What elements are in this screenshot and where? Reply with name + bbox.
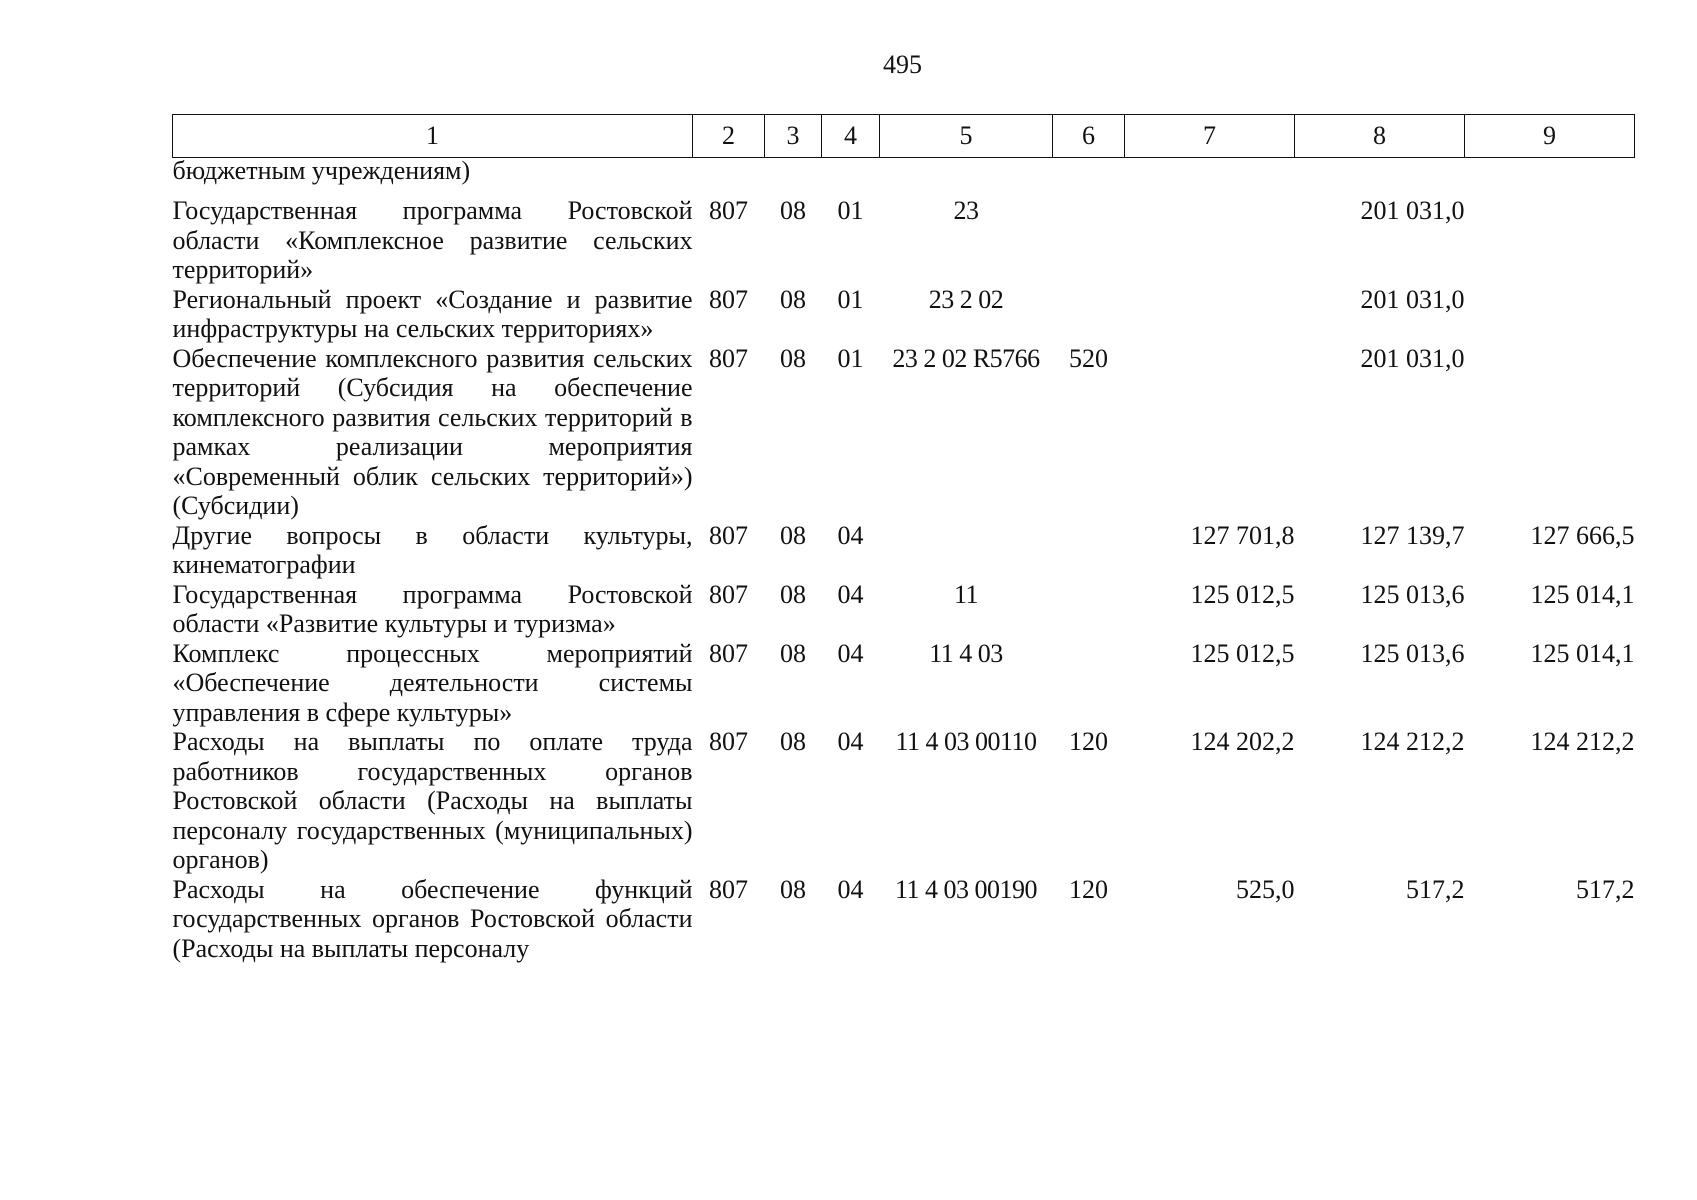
row-description: Расходы на выплаты по оплате труда работников государственных органов Ростовской области (Расходы на выплаты персоналу государственных (муниципальных) органов)	[172, 727, 693, 874]
column-header: 7	[1125, 115, 1295, 158]
table-row	[173, 344, 1635, 521]
cell-code-4: 01	[837, 284, 864, 314]
cell-code-2: 807	[709, 579, 748, 609]
table-row	[173, 727, 1635, 875]
cell-code-4: 04	[837, 579, 864, 609]
cell-amount-8: 127 139,7	[1360, 520, 1465, 550]
cell-code-4: 04	[837, 874, 864, 904]
cell-code-6	[1053, 196, 1125, 285]
cell-amount-8: 125 013,6	[1360, 638, 1465, 668]
row-description: Государственная программа Ростовской области «Развитие культуры и туризма»	[172, 579, 693, 638]
cell-code-6: 120	[1069, 727, 1108, 756]
cell-code-2: 807	[709, 284, 748, 314]
row-description: Государственная программа Ростовской области «Комплексное развитие сельских территорий»	[172, 196, 693, 284]
cell-code-4: 01	[837, 196, 864, 225]
cell-code-6	[1053, 521, 1125, 580]
table-body	[173, 158, 1635, 964]
cell-amount-9: 124 212,2	[1530, 727, 1635, 756]
table-row	[173, 521, 1635, 580]
column-header: 4	[822, 115, 880, 158]
column-header: 2	[693, 115, 765, 158]
cell-code-3: 08	[780, 874, 806, 904]
column-header: 5	[880, 115, 1053, 158]
cell-code-6: 520	[1069, 343, 1108, 373]
row-description: Комплекс процессных мероприятий «Обеспечение деятельности системы управления в сфере культуры»	[172, 638, 693, 727]
cell-code-6	[1053, 580, 1125, 639]
row-description: Региональный проект «Создание и развитие инфраструктуры на сельских территориях»	[172, 284, 693, 343]
cell-amount-8: 201 031,0	[1360, 284, 1465, 314]
column-header: 1	[173, 115, 693, 158]
cell-code-2: 807	[709, 343, 748, 373]
cell-code-3: 08	[780, 520, 806, 550]
column-header: 9	[1465, 115, 1635, 158]
cell-code-4: 04	[837, 638, 864, 668]
cell-code-2: 807	[709, 196, 748, 225]
cell-amount-8: 125 013,6	[1360, 579, 1465, 609]
cell-code-2: 807	[709, 520, 748, 550]
cell-code-2: 807	[709, 638, 748, 668]
table-row	[173, 639, 1635, 728]
cell-amount-7	[1125, 285, 1295, 344]
cell-amount-7	[1125, 196, 1295, 285]
table-row	[173, 196, 1635, 285]
cell-amount-9: 125 014,1	[1530, 579, 1635, 609]
cell-amount-7	[1125, 344, 1295, 521]
cell-code-5	[880, 521, 1053, 580]
table-row	[173, 285, 1635, 344]
cell-amount-8: 517,2	[1406, 874, 1465, 904]
cell-amount-9	[1465, 196, 1635, 285]
cell-code-4: 04	[837, 727, 864, 756]
continuation-row	[173, 158, 1635, 197]
table-row	[173, 580, 1635, 639]
cell-code-3: 08	[780, 196, 806, 225]
table-header	[173, 115, 1635, 158]
cell-amount-9: 125 014,1	[1530, 638, 1635, 668]
cell-code-5: 23	[953, 196, 979, 225]
cell-amount-8: 201 031,0	[1360, 343, 1465, 373]
cell-code-4: 04	[837, 520, 864, 550]
cell-amount-9: 517,2	[1576, 874, 1635, 904]
cell-code-6: 120	[1069, 874, 1108, 904]
cell-code-3: 08	[780, 343, 806, 373]
page-number: 495	[883, 50, 922, 79]
cell-amount-9	[1465, 344, 1635, 521]
table-row	[173, 875, 1635, 964]
cell-code-5: 23 2 02	[928, 284, 1004, 314]
column-header: 8	[1295, 115, 1465, 158]
cell-code-4: 01	[837, 343, 864, 373]
cell-code-3: 08	[780, 727, 806, 756]
cell-code-2: 807	[709, 874, 748, 904]
cell-code-3: 08	[780, 638, 806, 668]
cell-amount-7: 124 202,2	[1190, 727, 1295, 756]
cell-amount-9	[1465, 285, 1635, 344]
cell-code-5: 11	[953, 579, 979, 609]
cell-code-6	[1053, 285, 1125, 344]
cell-code-5: 11 4 03	[929, 638, 1003, 668]
row-description: Расходы на обеспечение функций государственных органов Ростовской области (Расходы на выплаты персоналу	[172, 874, 693, 963]
cell-amount-8: 124 212,2	[1360, 727, 1465, 756]
cell-code-3: 08	[780, 284, 806, 314]
row-description: Другие вопросы в области культуры, кинематографии	[172, 520, 693, 579]
cell-code-2: 807	[709, 727, 748, 756]
cell-code-6	[1053, 639, 1125, 728]
continuation-text: бюджетным учреждениям)	[172, 156, 471, 185]
cell-amount-7: 525,0	[1236, 874, 1295, 904]
cell-amount-7: 125 012,5	[1190, 579, 1295, 609]
cell-amount-8: 201 031,0	[1360, 196, 1465, 225]
column-header: 6	[1053, 115, 1125, 158]
cell-amount-7: 125 012,5	[1190, 638, 1295, 668]
column-header: 3	[765, 115, 822, 158]
cell-amount-7: 127 701,8	[1190, 520, 1295, 550]
cell-code-3: 08	[780, 579, 806, 609]
cell-code-5: 11 4 03 00110	[895, 727, 1037, 756]
row-description: Обеспечение комплексного развития сельских территорий (Субсидия на обеспечение комплексного развития сельских территорий в рамках реализации мероприятия «Современный облик сельских территорий») (Субсидии)	[172, 343, 693, 520]
cell-code-5: 11 4 03 00190	[894, 874, 1038, 904]
cell-code-5: 23 2 02 R5766	[892, 343, 1040, 373]
budget-table	[172, 114, 1635, 963]
cell-amount-9: 127 666,5	[1530, 520, 1635, 550]
